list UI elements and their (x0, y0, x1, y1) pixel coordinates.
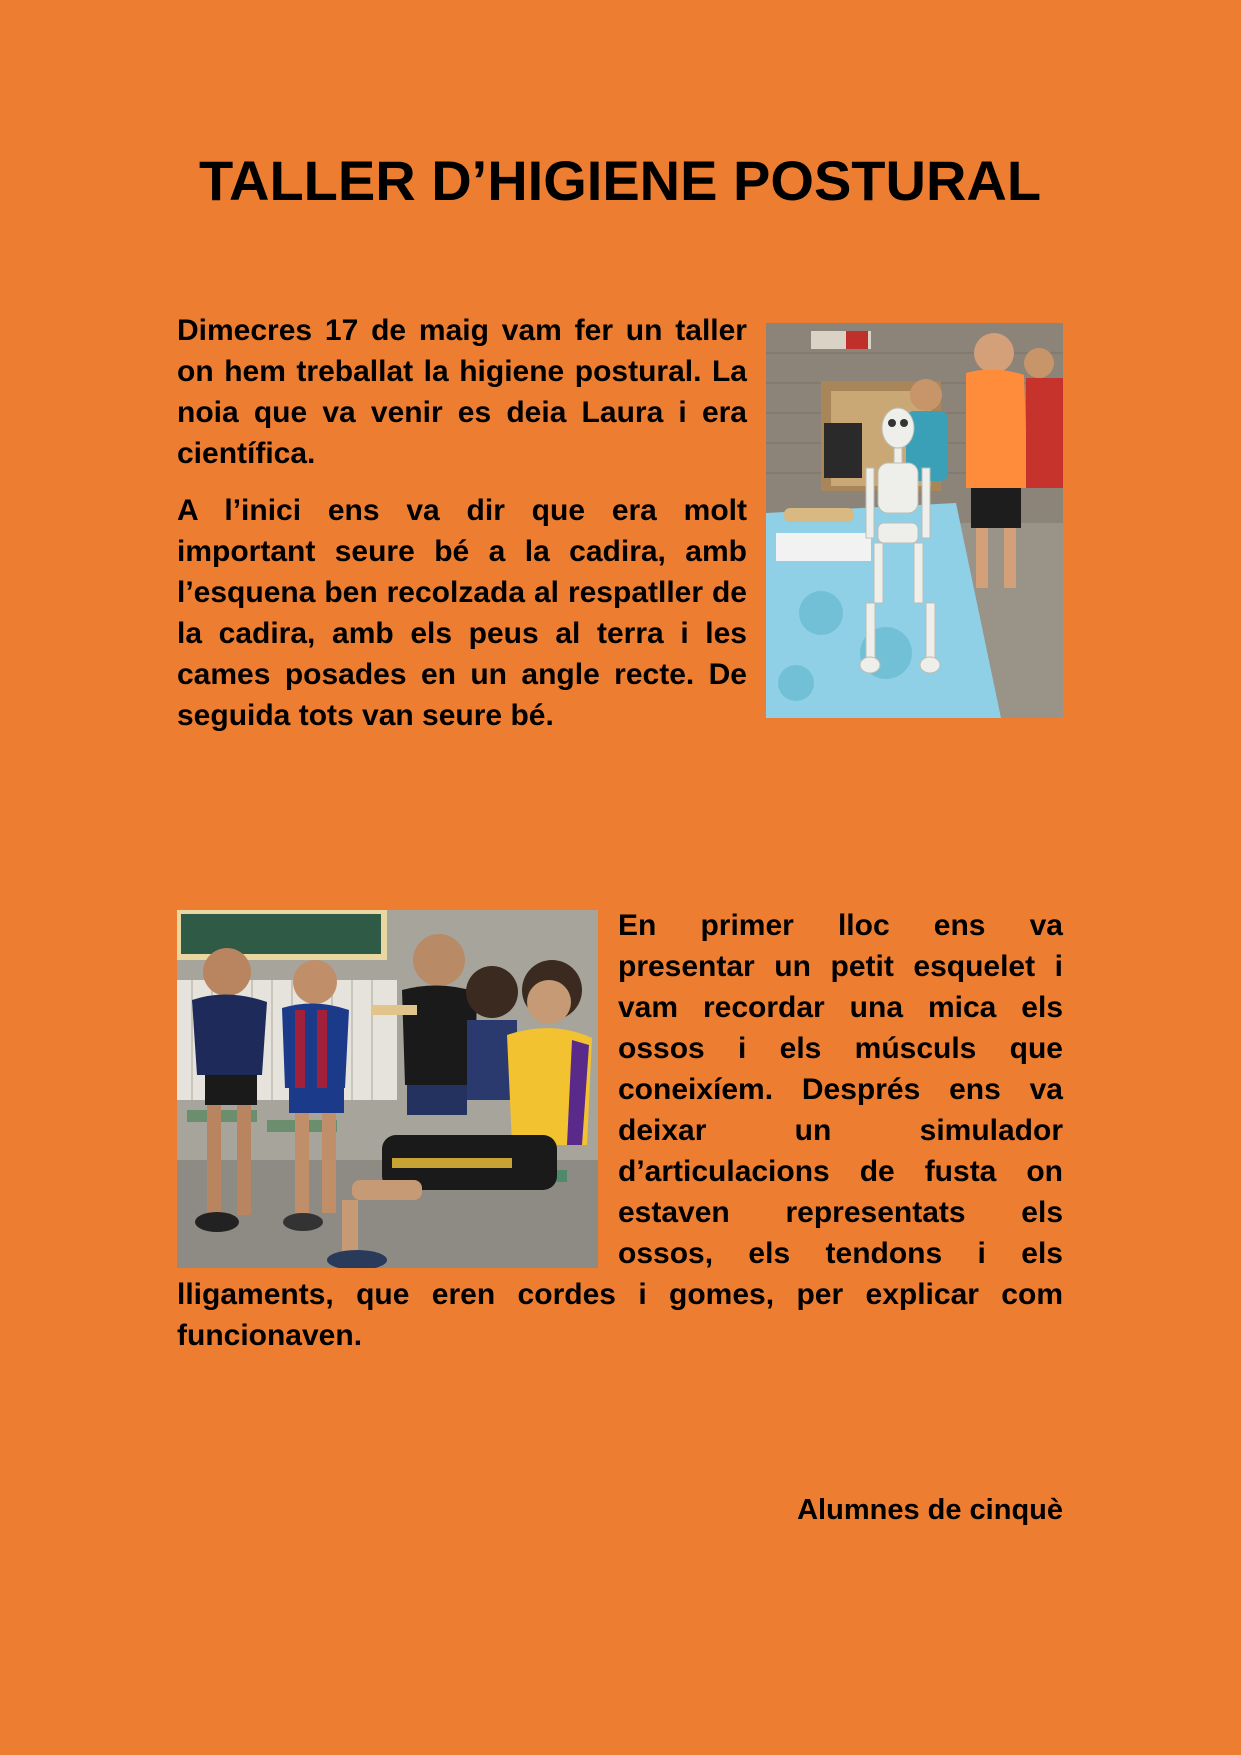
paragraph-simulator: En primer lloc ens va presentar un petit esquelet i vam recordar una mica els ossos i els músculs que coneixíem. Després ens va deixar un simulador d’articulacions de fusta on estaven representats els ossos, els tendons i els lligaments, que eren cordes i gomes, per explicar com funcionaven. (177, 909, 1063, 1352)
students-photo (177, 910, 598, 1268)
intro-section (177, 310, 747, 736)
signature: Alumnes de cinquè (797, 1494, 1063, 1526)
paragraph-posture: A l’inici ens va dir que era molt important seure bé a la cadira, amb l’esquena ben recolzada al respatller de la cadira, amb els peus al terra i les cames posades en un angle recte. De seguida tots van seure bé. (177, 494, 747, 732)
page-title: TALLER D’HIGIENE POSTURAL (198, 149, 1042, 212)
simulator-section (177, 905, 1063, 1356)
paragraph-intro: Dimecres 17 de maig vam fer un taller on hem treballat la higiene postural. La noia que va venir es deia Laura i era científica. (177, 314, 747, 470)
skeleton-photo (766, 323, 1063, 718)
